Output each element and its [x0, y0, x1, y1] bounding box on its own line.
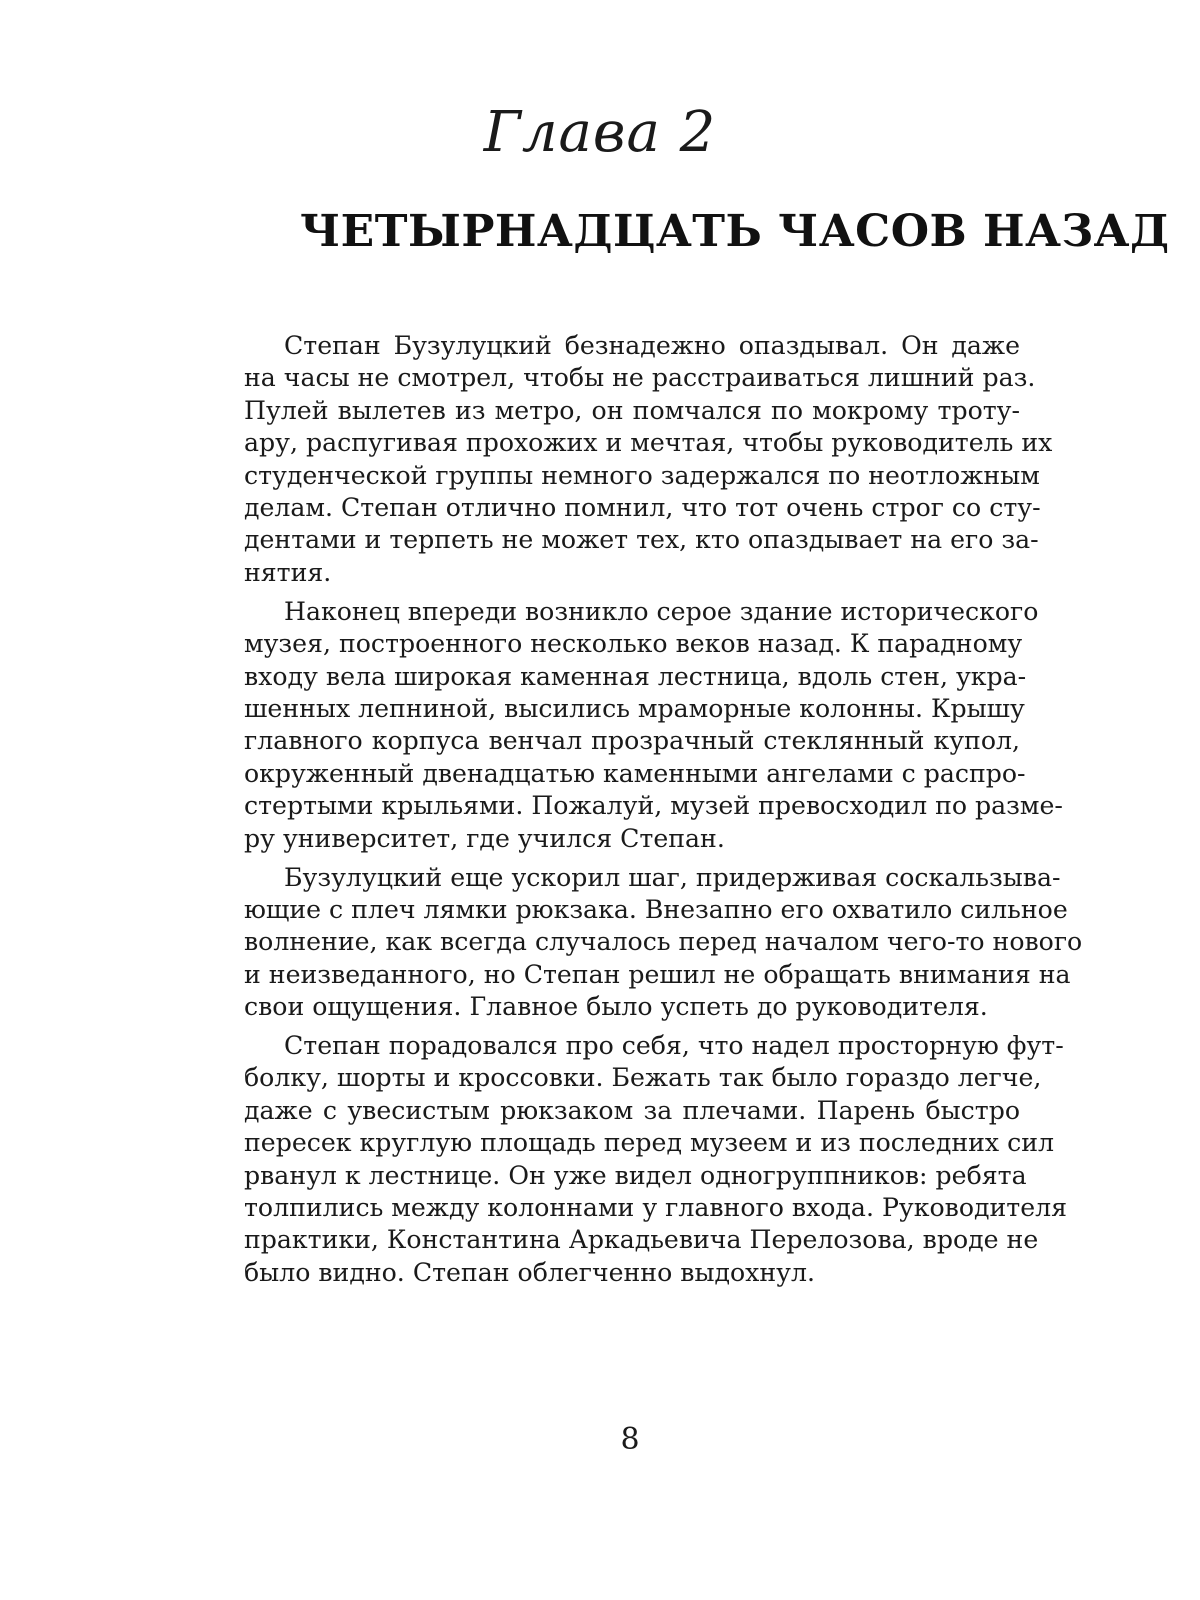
text-line: Наконец впереди возникло серое здание исторического [284, 596, 1039, 626]
text-line: свои ощущения. Главное было успеть до руководителя. [244, 992, 988, 1022]
text-line: ющие с плеч лямки рюкзака. Внезапно его охватило сильное [244, 894, 1068, 924]
text-line: на часы не смотрел, чтобы не расстраиваться лишний раз. [244, 363, 1036, 393]
text-line: толпились между колоннами у главного входа. Руководителя [244, 1193, 1068, 1223]
text-line: волнение, как всегда случалось перед началом чего-то нового [244, 927, 1083, 957]
paragraph-2 [244, 596, 1063, 855]
text-line: ару, распугивая прохожих и мечтая, чтобы руководитель их [244, 428, 1053, 458]
paragraph-4 [244, 1030, 1068, 1289]
text-line: Пулей вылетев из метро, он помчался по мокрому троту- [244, 395, 1020, 425]
text-line: делам. Степан отлично помнил, что тот очень строг со сту- [244, 493, 1041, 523]
text-line: музея, построенного несколько веков назад. К парадному [244, 629, 1023, 659]
text-line: студенческой группы немного задержался по неотложным [244, 460, 1040, 490]
text-line: и неизведанного, но Степан решил не обращать внимания на [244, 959, 1071, 989]
text-line: Степан Бузулуцкий безнадежно опаздывал. Он даже [284, 331, 1020, 360]
paragraph-3 [244, 862, 1083, 1024]
text-line: пересек круглую площадь перед музеем и из последних сил [244, 1128, 1055, 1158]
text-line: окруженный двенадцатью каменными ангелами с распро- [244, 758, 1026, 788]
text-line: практики, Константина Аркадьевича Перелозова, вроде не [244, 1225, 1039, 1255]
chapter-title: ЧЕТЫРНАДЦАТЬ ЧАСОВ НАЗАД [300, 206, 1170, 257]
text-line: болку, шорты и кроссовки. Бежать так было гораздо легче, [244, 1063, 1042, 1093]
text-line: даже с увесистым рюкзаком за плечами. Парень быстро [244, 1095, 1020, 1125]
page-number: 8 [620, 1422, 640, 1457]
text-line: Степан порадовался про себя, что надел просторную фут- [284, 1031, 1064, 1061]
text-line: рванул к лестнице. Он уже видел одногруппников: ребята [244, 1160, 1027, 1190]
text-line: входу вела широкая каменная лестница, вдоль стен, укра- [244, 661, 1027, 691]
text-line: стертыми крыльями. Пожалуй, музей превосходил по разме- [244, 791, 1063, 821]
chapter-label: Глава 2 [483, 100, 717, 165]
text-line: главного корпуса венчал прозрачный стеклянный купол, [244, 726, 1020, 756]
text-line: шенных лепниной, высились мраморные колонны. Крышу [244, 693, 1025, 723]
text-line: Бузулуцкий еще ускорил шаг, придерживая соскальзыва- [284, 862, 1061, 892]
text-line: дентами и терпеть не может тех, кто опаздывает на его за- [244, 525, 1039, 555]
body-text [244, 330, 1083, 1289]
paragraph-1 [244, 330, 1053, 589]
text-line: нятия. [244, 557, 332, 587]
text-line: ру университет, где учился Степан. [244, 823, 725, 853]
text-line: было видно. Степан облегченно выдохнул. [244, 1257, 815, 1287]
